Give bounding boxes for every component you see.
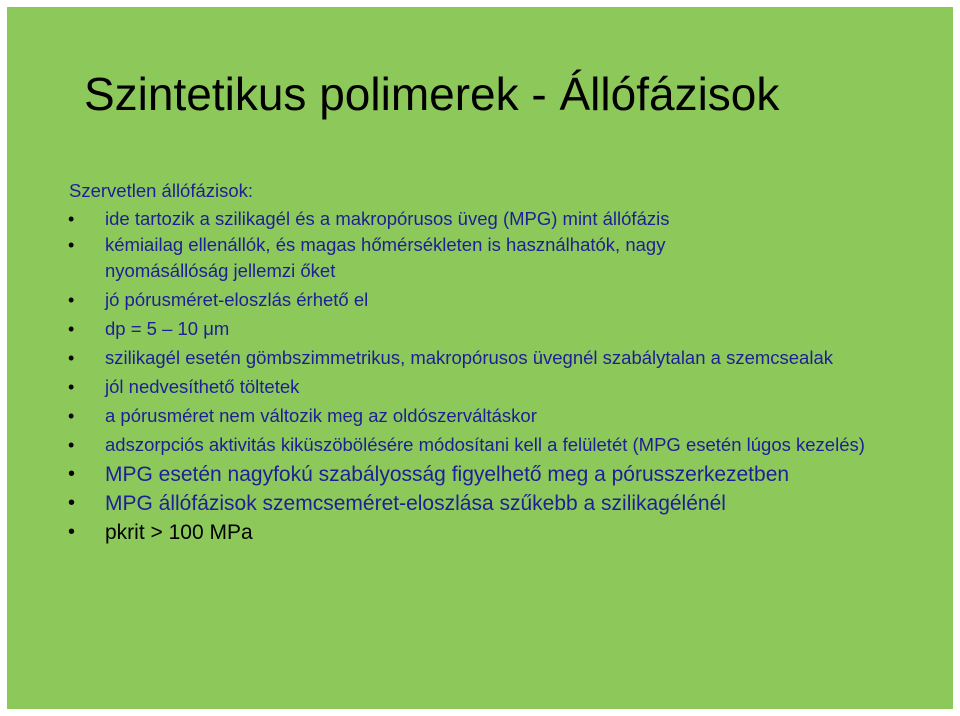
bullet-marker: • xyxy=(68,492,76,514)
bullet-text: kémiailag ellenállók, és magas hőmérsékleten is használhatók, nagy nyomásállóság jellemzi őket xyxy=(105,234,666,281)
bullet-item xyxy=(63,345,923,371)
bullet-marker: • xyxy=(68,406,75,426)
slide xyxy=(7,7,953,709)
bullet-text: MPG állófázisok szemcseméret-eloszlása szűkebb a szilikagélénél xyxy=(105,492,726,515)
bullet-marker: • xyxy=(68,209,75,229)
bullet-list xyxy=(63,206,923,547)
bullet-marker: • xyxy=(68,521,76,543)
bullet-marker: • xyxy=(68,377,75,397)
bullet-marker: • xyxy=(68,319,75,339)
bullet-marker: • xyxy=(68,235,75,255)
bullet-item xyxy=(63,403,923,429)
bullet-item xyxy=(63,518,923,547)
bullet-marker: • xyxy=(68,435,75,455)
bullet-item xyxy=(63,460,923,489)
bullet-text: dp = 5 – 10 μm xyxy=(105,318,230,339)
bullet-text: jó pórusméret-eloszlás érhető el xyxy=(105,289,369,310)
slide-title: Szintetikus polimerek - Állófázisok xyxy=(84,68,780,120)
bullet-item xyxy=(63,232,923,284)
bullet-text: jól nedvesíthető töltetek xyxy=(105,376,300,397)
bullet-marker: • xyxy=(68,348,75,368)
bullet-text: MPG esetén nagyfokú szabályosság figyelhető meg a pórusszerkezetben xyxy=(105,463,790,486)
bullet-item xyxy=(63,287,923,313)
bullet-text: pkrit > 100 MPa xyxy=(105,521,253,544)
bullet-text: adszorpciós aktivitás kiküszöbölésére módosítani kell a felületét (MPG esetén lúgos kezelés) xyxy=(105,434,865,455)
bullet-marker: • xyxy=(68,290,75,310)
bullet-item xyxy=(63,489,923,518)
bullet-text: a pórusméret nem változik meg az oldószerváltáskor xyxy=(105,405,537,426)
bullet-item xyxy=(63,316,923,342)
slide-subtitle: Szervetlen állófázisok: xyxy=(69,180,254,201)
bullet-item xyxy=(63,432,923,458)
bullet-text: szilikagél esetén gömbszimmetrikus, makropórusos üvegnél szabálytalan a szemcsealak xyxy=(105,347,833,368)
bullet-text: ide tartozik a szilikagél és a makropórusos üveg (MPG) mint állófázis xyxy=(105,208,670,229)
bullet-item xyxy=(63,206,923,232)
bullet-marker: • xyxy=(68,463,76,485)
bullet-item xyxy=(63,374,923,400)
